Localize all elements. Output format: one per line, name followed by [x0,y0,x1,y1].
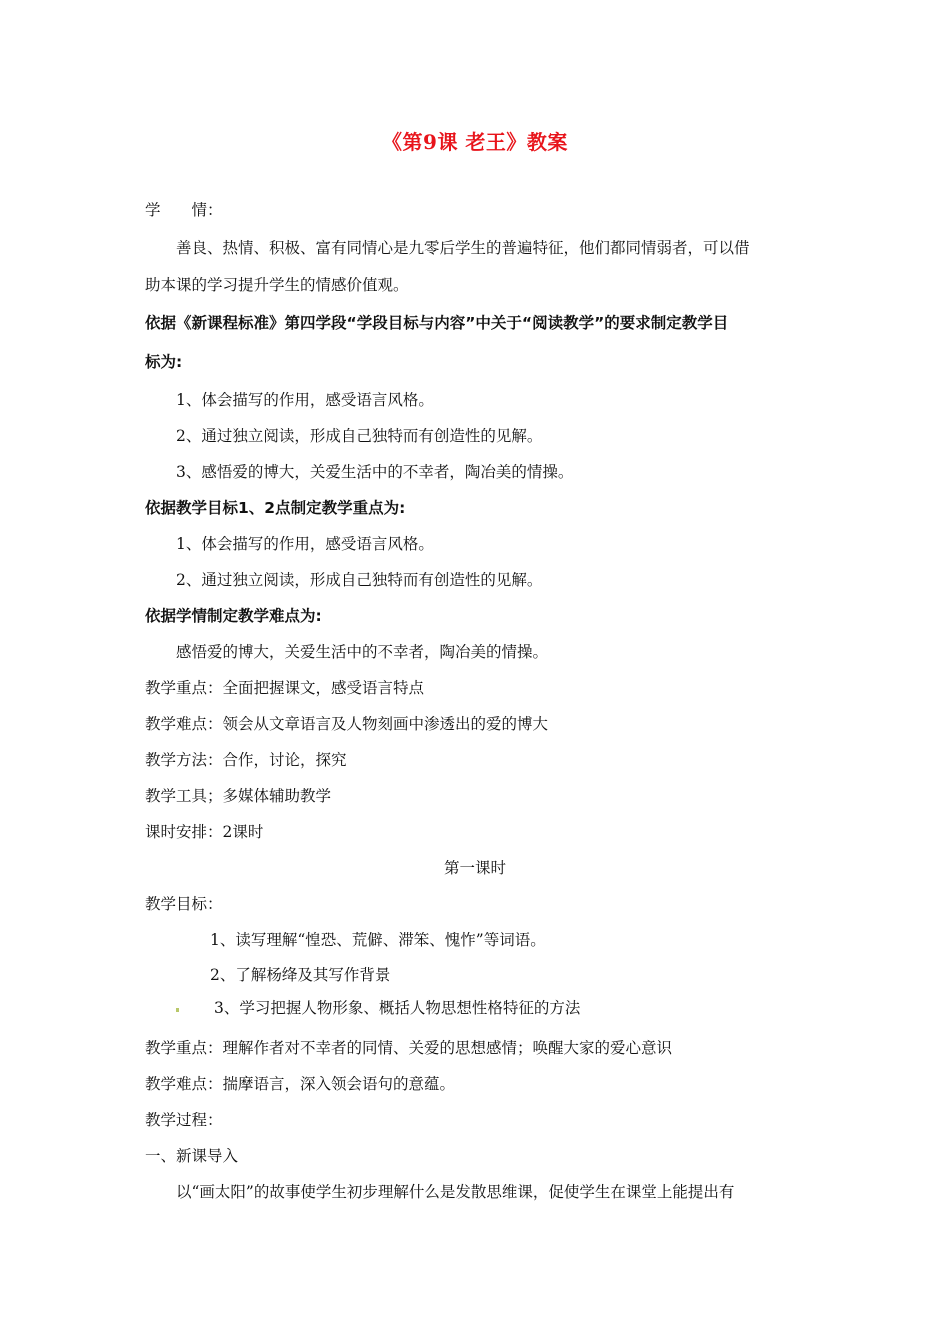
lesson1-goal-item: 1、读写理解“惶恐、荒僻、滞笨、愧怍”等词语。 [210,931,546,949]
lesson1-goal-item: 2、了解杨绛及其写作背景 [210,966,391,984]
page-title: 《第9课 老王》教案 [382,130,568,154]
basis-key-heading: 依据教学目标1、2点制定教学重点为: [145,499,406,517]
lesson1-difficult: 教学难点：揣摩语言，深入领会语句的意蕴。 [145,1075,456,1093]
goal-item: 2、通过独立阅读，形成自己独特而有创造性的见解。 [176,427,543,445]
key-point-item: 2、通过独立阅读，形成自己独特而有创造性的见解。 [176,571,543,589]
teaching-method: 教学方法：合作，讨论，探究 [145,751,347,769]
lesson1-heading: 第一课时 [443,859,506,877]
teaching-tools: 教学工具；多媒体辅助教学 [145,787,332,805]
xueqing-paragraph-line-2: 助本课的学习提升学生的情感价值观。 [145,276,409,294]
key-point-item: 1、体会描写的作用，感受语言风格。 [176,535,434,553]
class-schedule: 课时安排：2课时 [145,823,264,841]
teaching-key: 教学重点：全面把握课文，感受语言特点 [145,679,425,697]
basis-difficult-heading: 依据学情制定教学难点为: [145,607,322,625]
section1-paragraph-line-1: 以“画太阳”的故事使学生初步理解什么是发散思维课，促使学生在课堂上能提出有 [176,1183,735,1201]
basis-goals-heading-line-2: 标为: [145,353,183,371]
lesson1-goals-label: 教学目标： [145,895,223,913]
lesson1-goal-item: 3、学习把握人物形象、概括人物思想性格特征的方法 [214,999,581,1017]
goal-item: 3、感悟爱的博大，关爱生活中的不幸者，陶冶美的情操。 [176,463,574,481]
lesson1-key: 教学重点：理解作者对不幸者的同情、关爱的思想感情；唤醒大家的爱心意识 [145,1039,673,1057]
stray-mark [176,1008,179,1012]
difficult-point-text: 感悟爱的博大，关爱生活中的不幸者，陶冶美的情操。 [176,643,549,661]
process-label: 教学过程： [145,1111,223,1129]
basis-goals-heading-line-1: 依据《新课程标准》第四学段“学段目标与内容”中关于“阅读教学”的要求制定教学目 [145,314,729,332]
teaching-difficult: 教学难点：领会从文章语言及人物刻画中渗透出的爱的博大 [145,715,549,733]
section1-heading: 一、新课导入 [145,1147,239,1165]
xueqing-label: 学 情： [145,201,223,219]
xueqing-paragraph-line-1: 善良、热情、积极、富有同情心是九零后学生的普遍特征，他们都同情弱者，可以借 [176,239,750,257]
goal-item: 1、体会描写的作用，感受语言风格。 [176,391,434,409]
